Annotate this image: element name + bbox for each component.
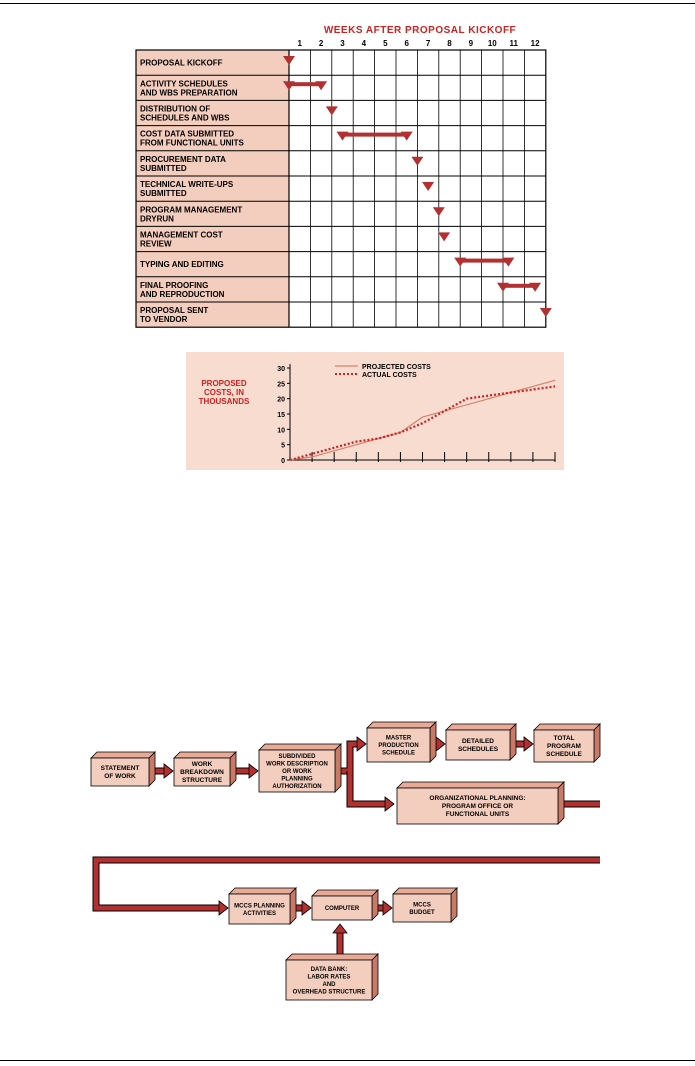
legend-label: ACTUAL COSTS (362, 372, 417, 379)
flow-box-subdivided (259, 744, 341, 792)
box-label: OVERHEAD STRUCTURE (292, 989, 366, 996)
box-label: STRUCTURE (181, 777, 223, 785)
week-label: 2 (318, 39, 324, 48)
y-axis-label-line: PROPOSED (201, 379, 247, 388)
legend-label: PROJECTED COSTS (362, 364, 431, 371)
task-label: FINAL PROOFING (140, 280, 209, 290)
week-label: 3 (340, 39, 345, 48)
box-side-face (290, 888, 296, 924)
task-label: PROGRAM MANAGEMENT (140, 205, 243, 215)
task-label: DISTRIBUTION OF (140, 104, 211, 114)
task-label: TYPING AND EDITING (140, 260, 224, 270)
box-top-face (229, 888, 296, 894)
arrow-head (436, 737, 445, 751)
box-label: SCHEDULE (546, 751, 582, 759)
box-label: MCCS (413, 902, 431, 909)
y-tick-label: 5 (281, 442, 285, 450)
milestone-marker (411, 157, 423, 166)
box-top-face (91, 752, 155, 758)
box-label: ACTIVITIES (242, 910, 277, 917)
flow-diagram (0, 720, 695, 1020)
box-label: OR WORK (282, 769, 312, 775)
box-label: WORK DESCRIPTION (266, 761, 328, 768)
box-top-face (397, 782, 564, 788)
milestone-marker (422, 182, 434, 191)
task-label: PROCUREMENT DATA (140, 154, 226, 164)
flow-box-detailed (446, 724, 516, 760)
box-label: SUBDIVIDED (278, 754, 316, 760)
box-top-face (259, 744, 341, 750)
box-side-face (510, 724, 516, 760)
box-label: ORGANIZATIONAL PLANNING: (429, 795, 526, 803)
bottom-rule (0, 1060, 695, 1061)
box-label: MCCS PLANNING (234, 903, 285, 910)
week-label: 6 (404, 39, 409, 48)
flow-box-total (534, 724, 600, 762)
y-tick-label: 10 (277, 427, 285, 435)
task-label: FROM FUNCTIONAL UNITS (140, 138, 244, 148)
box-label: AND (322, 981, 336, 988)
week-label: 10 (487, 39, 497, 48)
y-tick-label: 0 (281, 458, 285, 465)
box-label: FUNCTIONAL UNITS (445, 811, 510, 819)
task-label: SUBMITTED (140, 189, 187, 199)
y-tick-label: 30 (277, 366, 285, 373)
task-label: SUBMITTED (140, 163, 187, 173)
box-side-face (451, 888, 457, 922)
box-top-face (393, 888, 457, 894)
flow-box-databank (286, 954, 378, 1000)
flow-box-master (367, 722, 436, 762)
week-label: 8 (447, 39, 452, 48)
arrow-head (219, 901, 228, 915)
cost-y-axis-label (199, 379, 250, 406)
task-label: PROPOSAL SENT (140, 306, 209, 316)
y-tick-label: 15 (277, 412, 285, 419)
week-label: 4 (361, 39, 367, 48)
box-side-face (558, 782, 564, 824)
arrow-head (357, 737, 366, 751)
box-label: PLANNING (281, 776, 313, 783)
week-label: 1 (297, 39, 302, 48)
box-label: COMPUTER (324, 906, 360, 912)
task-label: MANAGEMENT COST (140, 230, 223, 240)
arrow-to-org-outline (350, 771, 386, 804)
milestone-marker (438, 232, 450, 241)
task-label: TO VENDOR (140, 315, 188, 325)
box-label: PRODUCTION (378, 743, 419, 749)
arrow-head (333, 924, 347, 933)
y-axis-label-line: COSTS, IN (203, 388, 245, 397)
task-duration-bar (343, 133, 407, 137)
box-label: TOTAL (553, 735, 575, 743)
box-label: DETAILED (461, 738, 495, 746)
gantt-title: WEEKS AFTER PROPOSAL KICKOFF (323, 25, 517, 36)
milestone-marker (433, 207, 445, 216)
box-top-face (367, 722, 436, 728)
week-label: 7 (425, 39, 431, 48)
flow-box-mccs (229, 888, 296, 924)
arrow-head (164, 764, 173, 778)
box-top-face (312, 890, 378, 896)
week-label: 12 (530, 39, 540, 48)
box-label: DATA BANK: (310, 966, 348, 973)
flow-box-wbs (174, 752, 236, 786)
box-label: BREAKDOWN (180, 769, 224, 777)
cost-chart (0, 352, 695, 482)
box-top-face (534, 724, 600, 730)
flow-box-statement (91, 752, 155, 786)
box-top-face (446, 724, 516, 730)
flow-box-budget (393, 888, 457, 922)
flow-box-computer (312, 890, 378, 920)
box-label: STATEMENT (100, 765, 140, 773)
box-label: WORK (191, 761, 213, 769)
arrow-head (524, 737, 533, 751)
box-side-face (230, 752, 236, 786)
week-label: 11 (509, 39, 518, 48)
box-label: SCHEDULES (457, 746, 499, 754)
task-label: AND WBS PREPARATION (140, 88, 238, 98)
task-duration-bar (460, 259, 508, 263)
box-label: SCHEDULE (381, 750, 416, 757)
task-label: REVIEW (140, 239, 172, 249)
y-axis-label-line: THOUSANDS (198, 397, 250, 406)
task-label: SCHEDULES AND WBS (140, 113, 230, 123)
arrow-head (385, 797, 394, 811)
task-label: PROPOSAL KICKOFF (140, 58, 223, 68)
task-label: TECHNICAL WRITE-UPS (140, 180, 234, 190)
arrow-head (383, 901, 392, 915)
box-top-face (174, 752, 236, 758)
box-side-face (372, 954, 378, 1000)
task-label: ACTIVITY SCHEDULES (140, 79, 228, 89)
week-label: 5 (383, 39, 388, 48)
y-tick-label: 20 (277, 396, 285, 404)
flow-box-org (397, 782, 564, 824)
arrow-to-org (350, 771, 386, 804)
top-rule (0, 3, 695, 4)
y-tick-label: 25 (277, 381, 285, 389)
box-side-face (430, 722, 436, 762)
box-side-face (335, 744, 341, 792)
arrow-head (249, 764, 258, 778)
box-label: MASTER (385, 735, 412, 742)
arrow-head (302, 901, 311, 915)
task-label: COST DATA SUBMITTED (140, 129, 235, 139)
box-label: OF WORK (104, 773, 136, 781)
box-label: PROGRAM (547, 743, 581, 751)
gantt-chart (0, 18, 695, 358)
box-side-face (594, 724, 600, 762)
box-label: PROGRAM OFFICE OR (441, 803, 514, 811)
box-side-face (149, 752, 155, 786)
box-label: AUTHORIZATION (272, 784, 322, 790)
task-label: DRYRUN (140, 214, 174, 224)
box-label: BUDGET (409, 909, 435, 916)
milestone-marker (540, 308, 552, 317)
week-label: 9 (468, 39, 474, 48)
box-top-face (286, 954, 378, 960)
task-label: AND REPRODUCTION (140, 289, 225, 299)
milestone-marker (326, 106, 338, 115)
box-label: LABOR RATES (307, 974, 351, 981)
